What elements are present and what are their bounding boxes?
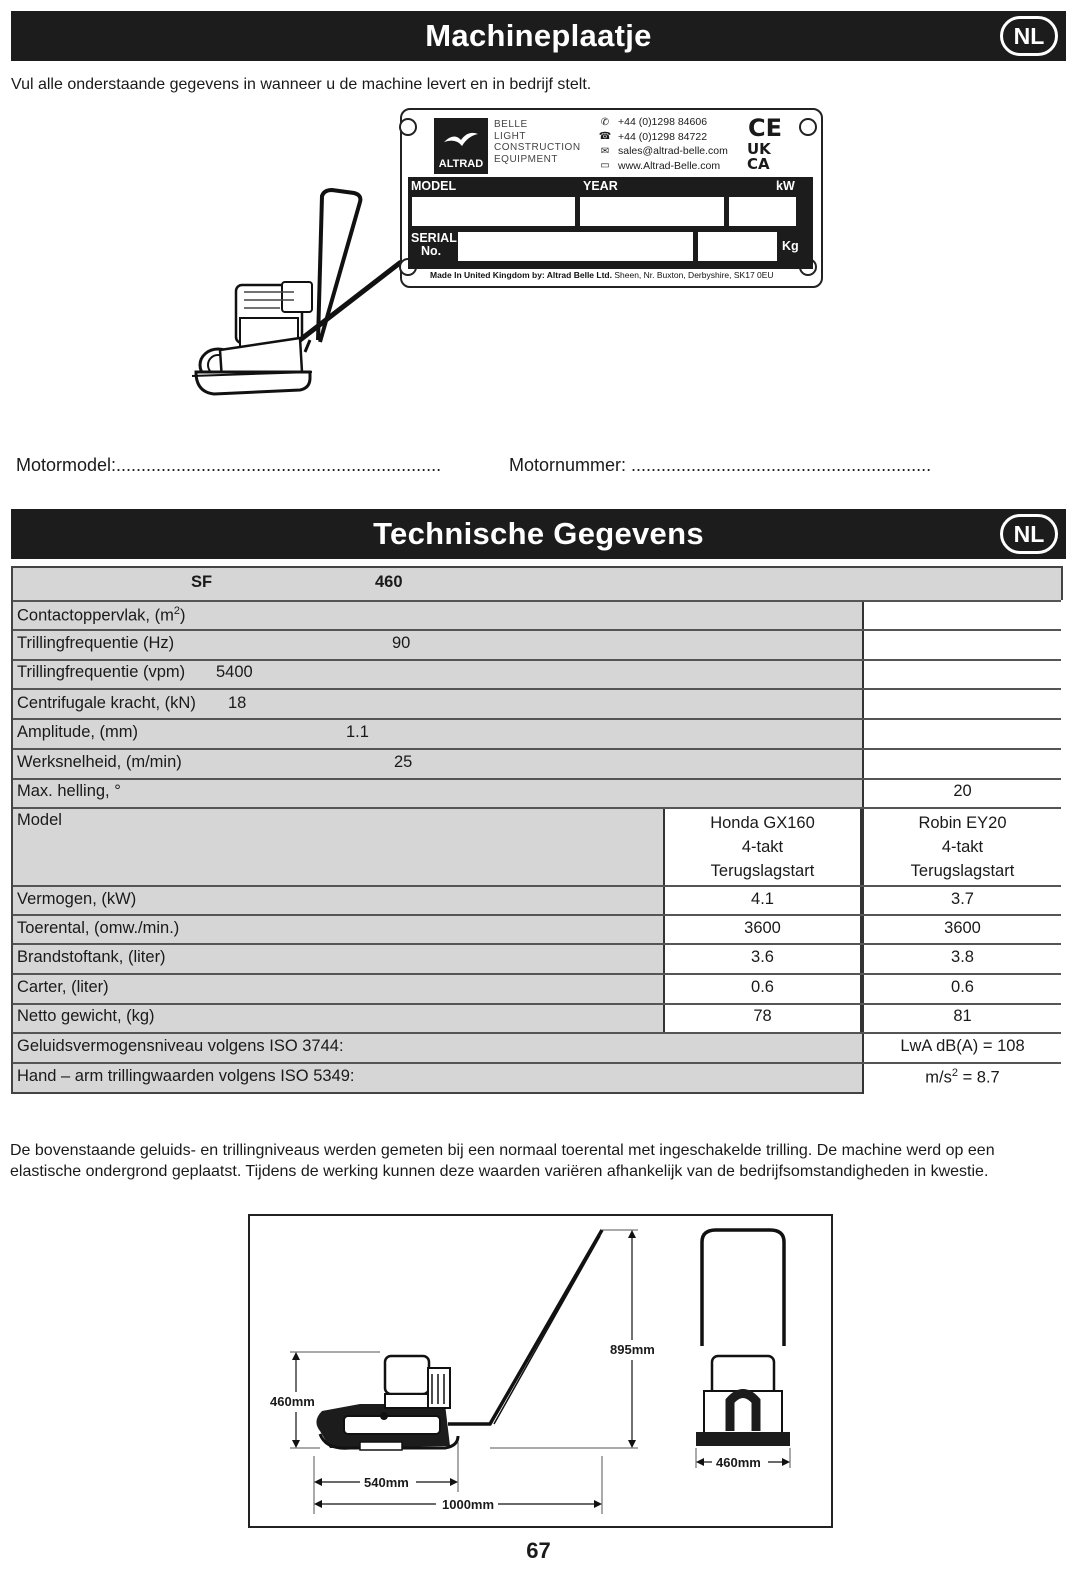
honda-value: 0.6 — [751, 978, 774, 996]
motor-number-line: Motornummer: ............................................................ — [509, 455, 932, 475]
dimensions-drawing — [248, 1214, 833, 1528]
spec-value: 18 — [228, 694, 247, 712]
spec-value: 25 — [394, 753, 413, 771]
honda-value: 78 — [753, 1007, 772, 1025]
machine-plate — [400, 108, 823, 288]
engine-spec-label: Carter, (liter) — [17, 978, 109, 996]
model-series-value: 460 — [375, 573, 403, 591]
robin-value: 3.8 — [951, 948, 974, 966]
kw-label: kW — [776, 179, 795, 193]
tech-header — [11, 509, 1066, 559]
ukca-mark: UK CA — [747, 140, 771, 173]
tech-table — [11, 566, 1063, 1094]
spec-label: Trillingfrequentie (Hz) — [17, 634, 175, 652]
robin-value: 0.6 — [951, 978, 974, 996]
fax-icon: ☎ — [598, 131, 612, 143]
phone-number: +44 (0)1298 84606 — [618, 116, 708, 128]
noise-label: Geluidsvermogensniveau volgens ISO 3744: — [17, 1037, 344, 1055]
year-field — [580, 197, 724, 226]
spec-label-contact-area: Contactoppervlak, $(m^2)$ — [17, 605, 186, 625]
dim-handle-height: 895mm — [610, 1342, 655, 1357]
engine-spec-label: Netto gewicht, (kg) — [17, 1007, 155, 1025]
robin-value: 3.7 — [951, 890, 974, 908]
engine-spec-label: Vermogen, (kW) — [17, 890, 137, 908]
engine-spec-label: Brandstoftank, (liter) — [17, 948, 166, 966]
honda-model: Honda GX160 4-takt Terugslagstart — [710, 814, 815, 880]
motor-model-line: Motormodel:................................................................. — [16, 455, 442, 475]
section-title: Machineplaatje — [425, 18, 652, 53]
spec-value: 5400 — [216, 663, 253, 681]
altrad-logo: ALTRAD — [434, 118, 488, 174]
vibration-label: Hand – arm trillingwaarden volgens ISO 5349: — [17, 1067, 355, 1085]
dimension-lines — [250, 1216, 831, 1526]
spec-value: 20 — [953, 782, 972, 800]
email-icon: ✉ — [600, 145, 610, 157]
plate-footer: Made In United Kingdom by: Altrad Belle Ltd. Sheen, Nr. Buxton, Derbyshire, SK17 0EU — [430, 270, 774, 280]
web-icon: ▭ — [600, 160, 610, 172]
language-badge: NL — [1000, 16, 1058, 56]
model-series-label: SF — [191, 573, 213, 591]
mounting-hole — [799, 118, 817, 136]
kg-field — [698, 232, 777, 261]
vibration-value: $m/s^2 = 8.7$ — [925, 1067, 1000, 1087]
dim-height: 460mm — [270, 1394, 315, 1409]
serial-label: SERIAL No. — [411, 231, 457, 258]
robin-value: 3600 — [944, 919, 981, 937]
spec-value: 90 — [392, 634, 411, 652]
measurement-note: De bovenstaande geluids- en trillingniveaus werden gemeten bij een normaal toerental met ingeschakelde trilling. De machine werd op een elastische ondergrond geplaatst. Tijdens de werking kunnen deze waarden variëren afhankelijk van de bedrijfsomstandigheden in kwestie. — [10, 1142, 995, 1180]
spec-label: Amplitude, (mm) — [17, 723, 139, 741]
brand-words: BELLE LIGHT CONSTRUCTION EQUIPMENT — [494, 119, 581, 165]
spec-label: Centrifugale kracht, (kN) — [17, 694, 196, 712]
robin-value: 81 — [953, 1007, 972, 1025]
engine-spec-label: Toerental, (omw./min.) — [17, 919, 180, 937]
language-badge: NL — [1000, 514, 1058, 554]
spec-label: Trillingfrequentie (vpm) — [17, 663, 186, 681]
kg-label: Kg — [782, 239, 799, 253]
serial-field — [458, 232, 693, 261]
contact-block — [598, 115, 728, 173]
intro-text: Vul alle onderstaande gegevens in wanneer u de machine levert en in bedrijf stelt. — [11, 76, 592, 93]
spec-value: 1.1 — [346, 723, 369, 741]
honda-value: 4.1 — [751, 890, 774, 908]
model-row-label: Model — [17, 811, 62, 829]
bird-icon — [442, 128, 480, 150]
mounting-hole — [399, 118, 417, 136]
plate-data-area — [408, 177, 813, 269]
model-field — [412, 197, 575, 226]
dim-plate-width: 460mm — [716, 1455, 761, 1470]
robin-model: Robin EY20 4-takt Terugslagstart — [910, 814, 1015, 880]
page-number: 67 — [526, 1538, 551, 1563]
ce-mark: CE — [748, 114, 783, 142]
noise-value: LwA dB(A) = 108 — [900, 1037, 1025, 1055]
spec-label: Max. helling, ° — [17, 782, 121, 800]
dim-plate-length: 540mm — [364, 1475, 409, 1490]
dim-total-length: 1000mm — [442, 1497, 495, 1512]
email-address: sales@altrad-belle.com — [618, 145, 728, 157]
honda-value: 3.6 — [751, 948, 774, 966]
phone-icon: ✆ — [600, 116, 610, 128]
honda-value: 3600 — [744, 919, 781, 937]
website: www.Altrad-Belle.com — [618, 159, 721, 172]
model-label: MODEL — [411, 179, 457, 193]
section-title: Technische Gegevens — [373, 516, 704, 551]
spec-label: Werksnelheid, (m/min) — [17, 753, 182, 771]
year-label: YEAR — [583, 179, 618, 193]
fax-number: +44 (0)1298 84722 — [618, 130, 708, 143]
kw-field — [729, 197, 796, 226]
